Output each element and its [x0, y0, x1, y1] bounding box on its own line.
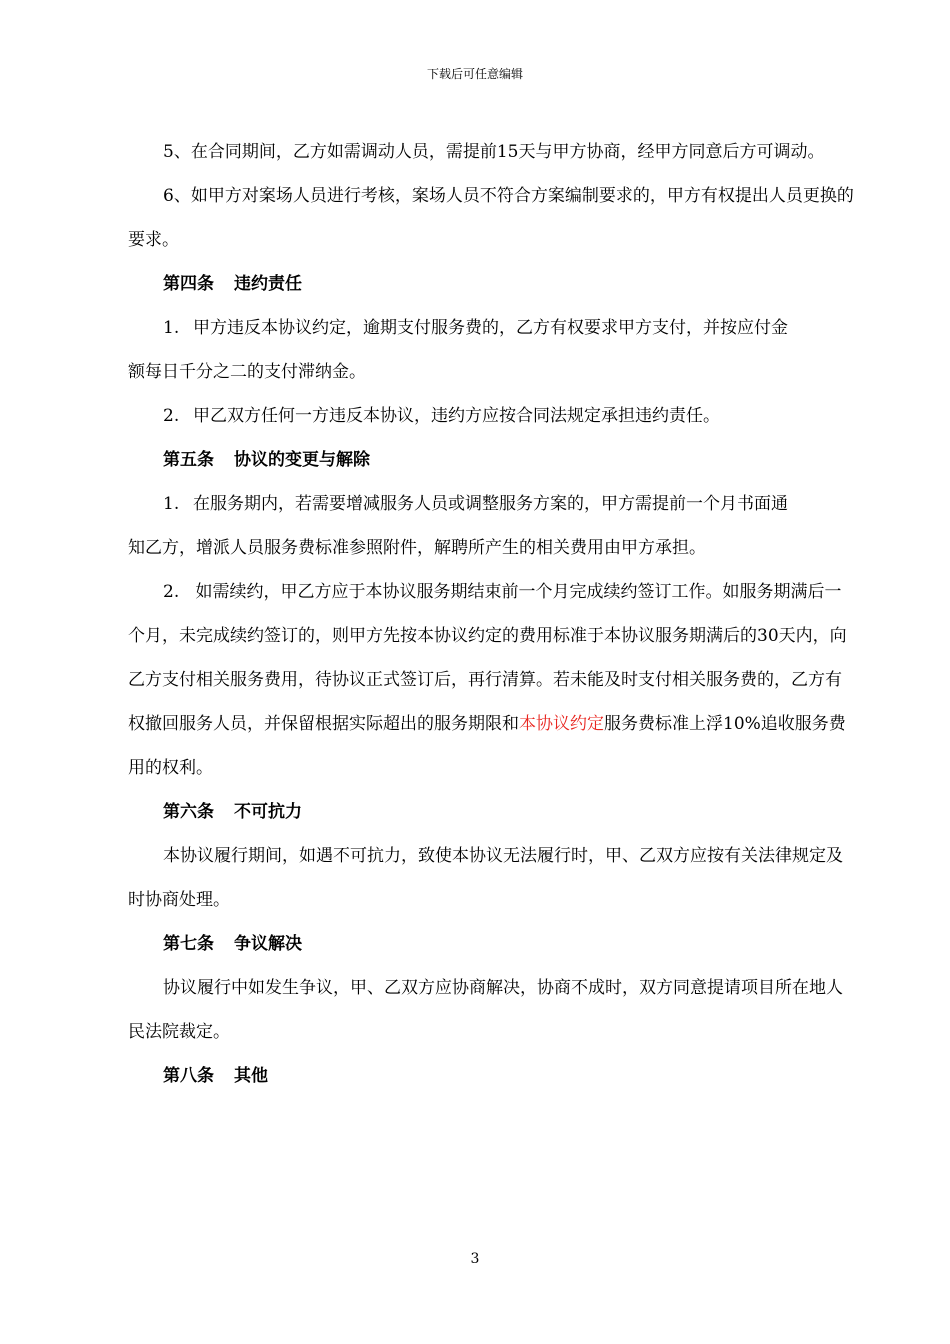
- clause-6: 6、如甲方对案场人员进行考核，案场人员不符合方案编制要求的，甲方有权提出人员更换的要求。: [128, 186, 854, 250]
- article-number: 第六条: [163, 802, 214, 822]
- article-number: 第四条: [163, 274, 214, 294]
- article-number: 第八条: [163, 1066, 214, 1086]
- article-5-item-1-continuation: 知乙方，增派人员服务费标准参照附件，解聘所产生的相关费用由甲方承担。: [128, 538, 706, 558]
- article-number: 第七条: [163, 934, 214, 954]
- article-7-text: 协议履行中如发生争议，甲、乙双方应协商解决，协商不成时，双方同意提请项目所在地人民法院裁定。: [128, 978, 843, 1042]
- article-title: 违约责任: [234, 274, 302, 294]
- item-text-end: 服务费标准上浮10%追收服务费用的权利。: [128, 714, 846, 778]
- article-4-heading: [128, 262, 858, 306]
- article-title: 其他: [234, 1066, 268, 1086]
- article-5-heading: [128, 438, 858, 482]
- highlighted-text: 本协议约定: [519, 714, 604, 734]
- page-header: 下载后可任意编辑: [426, 67, 523, 81]
- article-4-item-1-continuation: 额每日千分之二的支付滞纳金。: [128, 362, 366, 382]
- item-number: 2.: [163, 406, 180, 426]
- item-text: 如需续约，甲乙方应于本协议服务期结束前一个月完成续约签订工作。如服务期满后一个月，未完成续约签订的，则甲方先按本协议约定的费用标准于本协议服务期满后的30天内，向乙方支付相关服务费用，待协议正式签订后，再行清算。若未能及时支付相关服务费的，乙方有权撤回服务人员，并保留根据实际超出的服务期限和: [128, 582, 847, 734]
- article-title: 不可抗力: [234, 802, 302, 822]
- article-4-item-2: [128, 394, 858, 438]
- article-4-item-1: [128, 306, 858, 350]
- document-body: [128, 130, 858, 1098]
- page-number: 3: [470, 1251, 480, 1267]
- item-number: 2.: [163, 582, 180, 602]
- item-text: 在服务期内，若需要增减服务人员或调整服务方案的，甲方需提前一个月书面通: [193, 494, 788, 514]
- item-number: 1.: [163, 318, 180, 338]
- article-5-item-2: [128, 570, 858, 790]
- article-6-heading: [128, 790, 858, 834]
- article-7-heading: [128, 922, 858, 966]
- article-title: 协议的变更与解除: [234, 450, 370, 470]
- item-text: 甲乙双方任何一方违反本协议，违约方应按合同法规定承担违约责任。: [193, 406, 720, 426]
- item-number: 1.: [163, 494, 180, 514]
- clause-5: 5、在合同期间，乙方如需调动人员，需提前15天与甲方协商，经甲方同意后方可调动。: [163, 142, 825, 162]
- article-6-text: 本协议履行期间，如遇不可抗力，致使本协议无法履行时，甲、乙双方应按有关法律规定及时协商处理。: [128, 846, 843, 910]
- article-number: 第五条: [163, 450, 214, 470]
- item-text: 甲方违反本协议约定，逾期支付服务费的，乙方有权要求甲方支付，并按应付金: [193, 318, 788, 338]
- article-5-item-1: [128, 482, 858, 526]
- article-8-heading: [128, 1054, 858, 1098]
- article-title: 争议解决: [234, 934, 302, 954]
